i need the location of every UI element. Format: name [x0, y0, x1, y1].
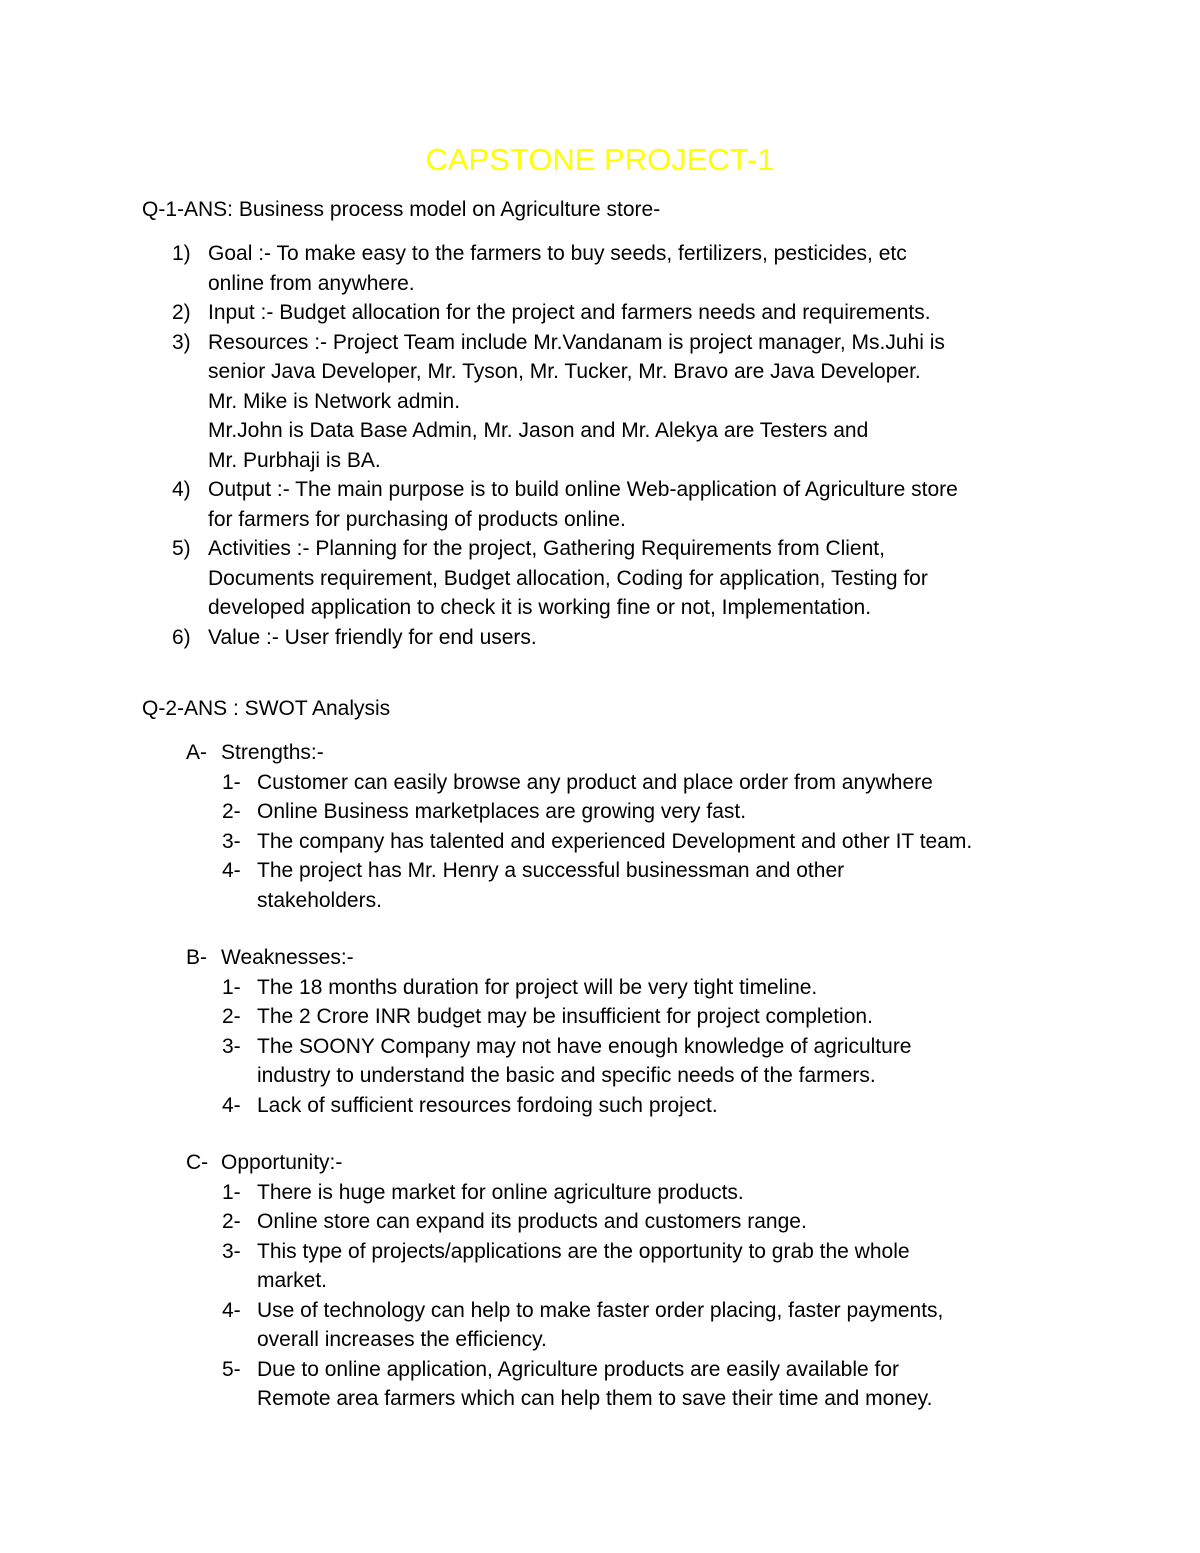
list-item-text: The SOONY Company may not have enough knowledge of agriculture: [257, 1034, 912, 1058]
list-item-number: 2-: [222, 800, 241, 823]
list-item-number: 1-: [222, 770, 241, 794]
list-item-text: The project has Mr. Henry a successful businessman and other: [257, 859, 845, 882]
swot-section-strengths: [0, 738, 1200, 915]
swot-section-weaknesses: [0, 943, 1200, 1120]
list-item-text: senior Java Developer, Mr. Tyson, Mr. Tucker, Mr. Bravo are Java Developer.: [208, 360, 921, 383]
q1-list: [0, 239, 1200, 652]
list-item: [0, 797, 1077, 827]
list-item-text: Input :- Budget allocation for the project and farmers needs and requirements.: [208, 301, 931, 324]
list-item-text: Remote area farmers which can help them to save their time and money.: [257, 1387, 933, 1410]
q1-heading: Q-1-ANS: Business process model on Agriculture store-: [142, 198, 661, 221]
list-item-text: market.: [257, 1269, 328, 1292]
section-list: [0, 768, 1200, 916]
list-item-text: Lack of sufficient resources fordoing such project.: [257, 1093, 718, 1117]
list-item-text: Online Business marketplaces are growing very fast.: [257, 800, 747, 823]
list-item: [0, 475, 1068, 534]
section-label: Weaknesses:-: [221, 946, 354, 969]
list-item: [0, 1355, 1077, 1414]
list-item-text: Online store can expand its products and customers range.: [257, 1210, 807, 1233]
list-item-text: online from anywhere.: [208, 271, 415, 295]
list-item-number: 5-: [222, 1357, 241, 1381]
list-item-number: 2): [172, 301, 191, 324]
section-letter: C-: [186, 1151, 209, 1174]
list-item-number: 4-: [222, 1093, 241, 1117]
swot-section-opportunity: [0, 1148, 1200, 1414]
list-item-number: 1-: [222, 1180, 241, 1204]
list-item-text: This type of projects/applications are the opportunity to grab the whole: [257, 1239, 910, 1263]
list-item-text: There is huge market for online agriculture products.: [257, 1180, 744, 1204]
list-item-text: Mr.John is Data Base Admin, Mr. Jason and Mr. Alekya are Testers and: [208, 419, 869, 442]
list-item: [0, 1091, 1077, 1121]
list-item-text: Documents requirement, Budget allocation, Coding for application, Testing for: [208, 566, 928, 590]
list-item-number: 2-: [222, 1210, 241, 1233]
list-item-text: Activities :- Planning for the project, Gathering Requirements from Client,: [208, 537, 885, 560]
list-item-text: Resources :- Project Team include Mr.Vandanam is project manager, Ms.Juhi is: [208, 330, 945, 354]
list-item-text: Mr. Mike is Network admin.: [208, 389, 461, 413]
list-item-text: for farmers for purchasing of products online.: [208, 507, 626, 531]
list-item-text: developed application to check it is working fine or not, Implementation.: [208, 596, 872, 619]
list-item-number: 1): [172, 242, 191, 265]
list-item: [0, 827, 1077, 857]
section-list: [0, 1178, 1200, 1414]
list-item-number: 3-: [222, 1034, 241, 1058]
section-letter: B-: [186, 946, 207, 969]
section-label: Opportunity:-: [221, 1151, 343, 1174]
list-item: [0, 768, 1077, 798]
list-item-text: Use of technology can help to make faster order placing, faster payments,: [257, 1298, 944, 1322]
section-heading: [0, 943, 1200, 973]
q2-heading: Q-2-ANS : SWOT Analysis: [142, 697, 391, 720]
list-item-text: The company has talented and experienced Development and other IT team.: [257, 829, 973, 853]
list-item-number: 4): [172, 478, 191, 501]
list-item-text: The 18 months duration for project will be very tight timeline.: [257, 975, 818, 999]
list-item-text: Mr. Purbhaji is BA.: [208, 448, 381, 472]
list-item-number: 4-: [222, 1298, 241, 1322]
list-item: [0, 1178, 1077, 1208]
list-item: [0, 1002, 1077, 1032]
list-item-number: 3-: [222, 829, 241, 853]
section-heading: [0, 1148, 1200, 1178]
list-item-text: Value :- User friendly for end users.: [208, 625, 537, 649]
list-item-text: stakeholders.: [257, 888, 382, 912]
section-letter: A-: [186, 741, 207, 764]
list-item: [0, 623, 1068, 653]
list-item-number: 5): [172, 537, 191, 560]
list-item-text: The 2 Crore INR budget may be insufficient for project completion.: [257, 1005, 873, 1028]
list-item-number: 4-: [222, 859, 241, 882]
document-title: CAPSTONE PROJECT-1: [425, 142, 775, 177]
list-item-text: industry to understand the basic and specific needs of the farmers.: [257, 1064, 876, 1087]
list-item-number: 3): [172, 330, 191, 354]
list-item-text: Goal :- To make easy to the farmers to buy seeds, fertilizers, pesticides, etc: [208, 242, 907, 265]
section-label: Strengths:-: [221, 741, 324, 764]
list-item: [0, 534, 1068, 623]
list-item-text: overall increases the efficiency.: [257, 1328, 547, 1351]
list-item-text: Output :- The main purpose is to build online Web-application of Agriculture store: [208, 478, 958, 501]
list-item: [0, 239, 1068, 298]
list-item: [0, 1207, 1077, 1237]
section-heading: [0, 738, 1200, 768]
list-item: [0, 973, 1077, 1003]
list-item: [0, 1237, 1077, 1296]
list-item-text: Due to online application, Agriculture products are easily available for: [257, 1357, 900, 1381]
list-item-number: 6): [172, 625, 191, 649]
list-item-number: 3-: [222, 1239, 241, 1263]
list-item-number: 1-: [222, 975, 241, 999]
list-item-number: 2-: [222, 1005, 241, 1028]
list-item: [0, 328, 1068, 476]
list-item: [0, 856, 1077, 915]
list-item-text: Customer can easily browse any product and place order from anywhere: [257, 770, 933, 794]
list-item: [0, 1032, 1077, 1091]
section-list: [0, 973, 1200, 1121]
list-item: [0, 298, 1068, 328]
list-item: [0, 1296, 1077, 1355]
